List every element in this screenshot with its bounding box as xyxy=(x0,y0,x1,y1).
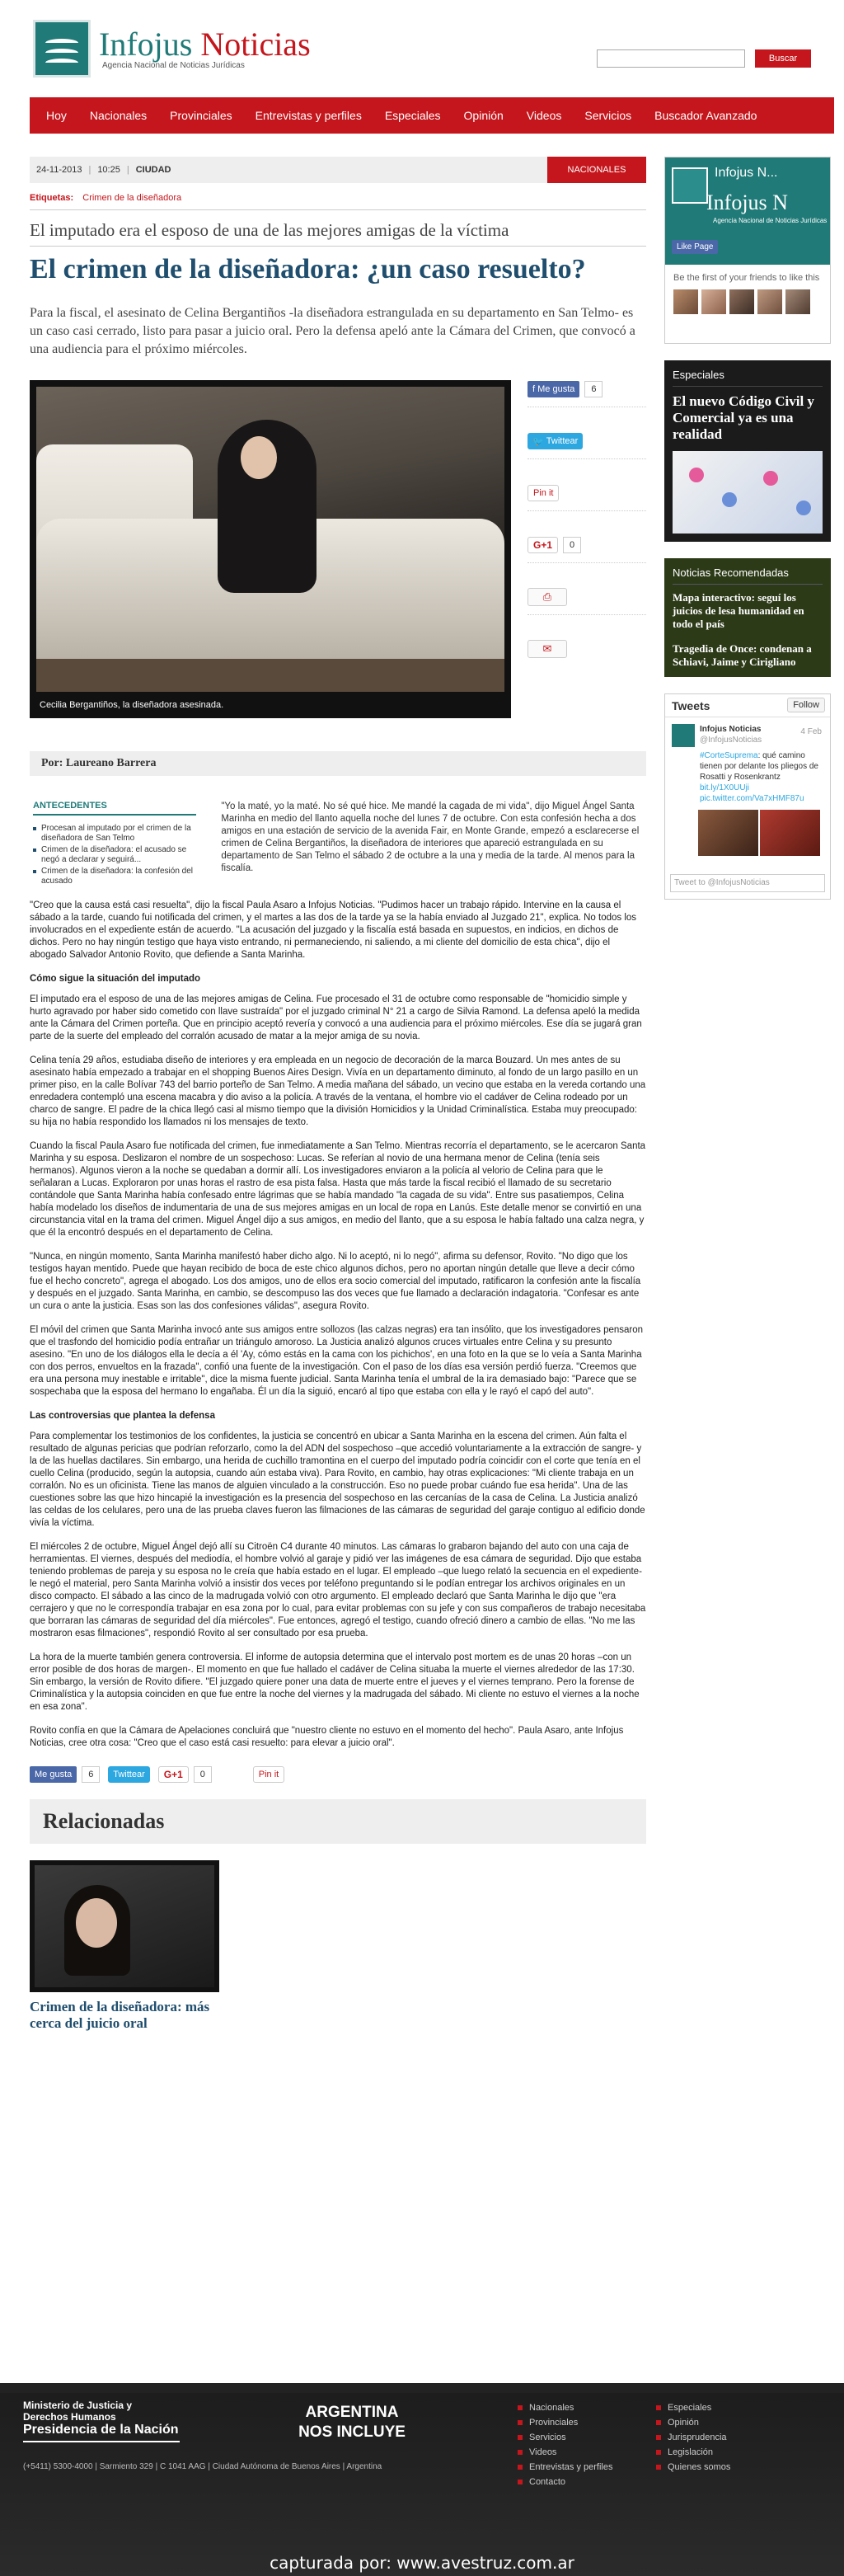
especiales-title: Especiales xyxy=(673,369,823,387)
bottom-share xyxy=(30,1766,646,1783)
footer-link[interactable]: Especiales xyxy=(656,2403,730,2413)
recomendada-link[interactable]: Tragedia de Once: condenan a Schiavi, Jaime y Cirigliano xyxy=(673,642,812,668)
fb-friends-text: Be the first of your friends to like this xyxy=(673,273,820,283)
nav-item-nacionales[interactable]: Nacionales xyxy=(89,109,148,122)
presidencia-text: Presidencia de la Nación xyxy=(23,2423,180,2442)
site-footer xyxy=(0,2383,844,2576)
tweets-title: Tweets xyxy=(665,694,830,717)
footer-link[interactable]: Quienes somos xyxy=(656,2462,730,2472)
tweet-hashtag[interactable]: #CorteSuprema xyxy=(700,751,758,760)
ministerio-logo[interactable] xyxy=(23,2400,180,2442)
nav-item-videos[interactable]: Videos xyxy=(526,109,562,122)
nav-item-buscador[interactable]: Buscador Avanzado xyxy=(654,109,757,122)
page xyxy=(10,0,834,2031)
print-icon[interactable]: ⎙ xyxy=(528,588,567,606)
facebook-like-button[interactable] xyxy=(528,381,579,397)
article-paragraph: El móvil del crimen que Santa Marinha invocó ante sus amigos entre sollozos (las calzas negras) era tan insólito, que los investigadores pensaron que el trasfondo del homicidio podía entrañar un triángulo amoroso. La Justicia analizó algunos cruces virtuales entre Celina y su presunto asesino. "En uno de los diálogos ella le decía a él 'Ay, cómo estás en la cama con los pichichos', en una foto en la que se lo veía a Santa Marinha con dos perros, envueltos en la frazada", confió una fuente de la investigación. Con el paso de los días esa versión perdió fuerza. "Creemos que era una persona muy inestable e irritable", dice la misma fuente judicial. Santa Marinha tenía el umbral de la ira demasiado bajo: "Parece que se sospechaba que la esposa del hermano lo engañaba. Él un día la siguió, encaró al tipo que estaba con ella y le rayó el capó del auto". xyxy=(30,1325,644,1397)
tweet-author[interactable]: Infojus Noticias xyxy=(700,725,762,734)
nav-item-provinciales[interactable]: Provinciales xyxy=(170,109,232,122)
article-paragraph: Cuando la fiscal Paula Asaro fue notificada del crimen, fue inmediatamente a San Telmo. Mientras recorría el departamento, se le acercaron Santa Marinha y su esposa. Deslizaron el nombre de un sospechoso: Lucas. Se referían al novio de una hermana menor de Celina (tenía seis hermanos). Algunos vieron a la noche se quedaban a dormir allí. Los investigadores enviaron a la policía al velorio de Celina para que le señalaran a Lucas. Exploraron por unas horas el rastro de esa pista falsa. Hasta que más tarde la fiscal recibió el llamado de su secretario contándole que Santa Marinha había confesado entre lágrimas que se había mandado "la cagada de su vida". Entre sus pasatiempos, Celina había modelado los diseños de indumentaria de una de sus mejores amigas en un local de ropa en Lanús. Este detalle menor se convirtió en una circunstancia vital en la trama del crimen. Miguel Ángel dijo a sus amigos, en medio del llanto, que a su esposa le había faltado una calza negra, y que él la encontró después en el departamento de Celina. xyxy=(30,1141,646,1238)
google-plus-button-bottom[interactable]: G+1 xyxy=(158,1766,189,1783)
recomendada-link[interactable]: Mapa interactivo: seguí los juicios de lesa humanidad en todo el país xyxy=(673,591,804,630)
search-button[interactable]: Buscar xyxy=(755,49,811,68)
footer-link[interactable]: Nacionales xyxy=(518,2403,612,2413)
tweet-time: 4 Feb xyxy=(800,727,822,736)
article-date: 24-11-2013 xyxy=(36,165,82,175)
footer-link[interactable]: Entrevistas y perfiles xyxy=(518,2462,612,2472)
search-form xyxy=(597,49,811,68)
nav-item-especiales[interactable]: Especiales xyxy=(384,109,441,122)
pinterest-button[interactable]: Pin it xyxy=(528,485,559,501)
facebook-count-bottom: 6 xyxy=(82,1766,100,1783)
fb-like-page-button[interactable]: Like Page xyxy=(672,240,718,254)
footer-link[interactable]: Provinciales xyxy=(518,2418,612,2428)
main-column xyxy=(30,157,646,2032)
article-paragraph: "Creo que la causa está casi resuelta", dijo la fiscal Paula Asaro a Infojus Noticias. "Pudimos hacer un trabajo rápido. Intervine en la causa el sábado a la tarde, cuando fui notificada del crimen, y el martes a las dos de la tarde ya se la había enviado al Juzgado 21", explica. No todos los involucrados en el expediente están de acuerdo. "La acusación del juzgado y la fiscalía está basada en supuestos, en indicios, en dichos de dichos. Pero no hay ningún testigo que haya visto entrando, ni permaneciendo, ni saliendo, a mi cliente del domicilio de esta chica", dijo el abogado Salvador Antonio Rovito, que defiende a Santa Marinha. xyxy=(30,900,637,960)
main-nav xyxy=(30,97,834,134)
antecedentes-box xyxy=(33,801,196,888)
footer-link[interactable]: Contacto xyxy=(518,2477,612,2487)
sidebar xyxy=(664,157,831,900)
tweet-handle: @InfojusNoticias xyxy=(700,736,762,745)
capture-watermark: capturada por: www.avestruz.com.ar xyxy=(270,2553,574,2573)
article-lead: Para la fiscal, el asesinato de Celina Bergantiños -la diseñadora estrangulada en su departamento en San Telmo- es un caso casi cerrado, listo para pasar a juicio oral. Pero la defensa apeló ante la Cámara del Crimen, que convocó a una audiencia para el próximo miércoles. xyxy=(30,306,635,356)
fb-page-title[interactable]: Infojus N... xyxy=(715,166,778,180)
article-paragraph: Rovito confía en que la Cámara de Apelaciones concluirá que "nuestro cliente no estuvo en el momento del hecho". Paula Asaro, ante Infojus Noticias, cree otra cosa: "Creo que el caso está casi resuelto: para elevar a juicio oral". xyxy=(30,1726,624,1748)
media-row xyxy=(30,380,646,718)
related-header: Relacionadas xyxy=(30,1799,646,1844)
twitter-icon: 🐦 xyxy=(532,436,546,447)
footer-address: (+5411) 5300-4000 | Sarmiento 329 | C 1041 AAG | Ciudad Autónoma de Buenos Aires | Argentina xyxy=(23,2462,382,2471)
search-input[interactable] xyxy=(597,49,745,68)
especiales-image[interactable] xyxy=(673,451,823,534)
recomendadas-title: Noticias Recomendadas xyxy=(673,566,823,585)
footer-link[interactable]: Videos xyxy=(518,2447,612,2457)
fb-cover-sub: Agencia Nacional de Noticias Jurídicas xyxy=(713,217,828,224)
antecedente-link[interactable]: Crimen de la diseñadora: la confesión del acusado xyxy=(33,867,196,886)
article-paragraph: El miércoles 2 de octubre, Miguel Ángel dejó allí su Citroën C4 durante 40 minutos. Las cámaras lo grabaron bajando del auto con una caja de herramientas. El viernes, después del mediodía, el hombre volvió al garaje y pidió ver las imágenes de esa cámara de seguridad. Dijo que estaba teniendo problemas de pareja y su esposa no le creía que había estado en el lugar. El empleado –que luego relató la secuencia en el expediente- le negó el material, pero Santa Marinha volvió a insistir dos veces por teléfono preguntando si le podían entregar los archivos originales en un disco compacto. El sábado a las cinco de la madrugada volvió con otro argumento. El empleado declaró que Santa Marinha le dijo que "era cerrajero y que no le correspondía trabajar en esa zona por lo cual, para evitar problemas con su jefe y con sus compañeros de trabajo necesitaba que borraran las cámaras de seguridad del día miércoles". Fue entonces, agregó el testigo, cuando ofreció dinero a cambio de ellas. "No me las mostraron esas filmaciones", respondió Rovito al ser consultado por esa prueba. xyxy=(30,1542,646,1638)
tags-label: Etiquetas: xyxy=(30,193,74,203)
logo-title-b: Noticias xyxy=(200,25,311,63)
site-logo[interactable] xyxy=(33,20,311,78)
article-quote: "Yo la maté, yo la maté. No sé qué hice. Me mandé la cagada de mi vida", dijo Miguel Ángel Santa Marinha en medio del llanto aquella noche del lunes 7 de octubre. Con esta confesión hecha a dos amigos en una estación de servicio de la avenida Fair, en Monte Grande, empezó a esclarecerse el crimen de Celina Bergantiños, la diseñadora de interiores que apareció estrangulada en su departamento de San Telmo el sábado 2 de octubre a la una y media de la tarde. Al menos para la fiscalía. xyxy=(221,801,640,873)
fb-cover-title: Infojus N xyxy=(706,190,788,214)
antecedentes-title: ANTECEDENTES xyxy=(33,801,196,816)
tweet-button-bottom[interactable]: Twittear xyxy=(108,1766,150,1783)
nav-item-servicios[interactable]: Servicios xyxy=(584,109,632,122)
tweet-text: : qué camino tienen por delante los pliegos de Rosatti y Rosenkrantz xyxy=(700,751,818,782)
article-kicker: El imputado era el esposo de una de las mejores amigas de la víctima xyxy=(30,220,509,240)
tweet-link[interactable]: bit.ly/1X0UUji pic.twitter.com/Va7xHMF87u xyxy=(700,783,804,803)
mail-icon[interactable]: ✉ xyxy=(528,640,567,658)
logo-subtitle: Agencia Nacional de Noticias Jurídicas xyxy=(102,60,245,70)
facebook-icon: f xyxy=(532,384,538,394)
antecedente-link[interactable]: Crimen de la diseñadora: el acusado se negó a declarar y seguirá... xyxy=(33,845,196,865)
footer-link[interactable]: Jurisprudencia xyxy=(656,2433,730,2442)
site-header xyxy=(10,0,834,91)
article-paragraph: El imputado era el esposo de una de las mejores amigas de Celina. Fue procesado el 31 de octubre como responsable de "homicidio simple y hurto agravado por haber sido cometido con llave sustraída" por el juzgado criminal N° 21 a cargo de Silvia Ramond. La defensa apeló la medida ante la Cámara del Crimen porteña. Que en principio aceptó revería y convocó a una audiencia para el próximo miércoles. Ese día se jugará gran parte de la suerte del empleado del corralón acusado de matar a la mejor amiga de su novia. xyxy=(30,994,642,1041)
facebook-widget xyxy=(664,157,831,344)
facebook-count: 6 xyxy=(584,381,603,397)
twitter-follow-button[interactable]: Follow xyxy=(787,698,825,712)
photo-caption: Cecilia Bergantiños, la diseñadora asesinada. xyxy=(40,700,224,710)
logo-icon xyxy=(33,20,91,78)
article-photo xyxy=(30,380,511,718)
byline: Por: Laureano Barrera xyxy=(30,751,646,776)
related-link[interactable]: Crimen de la diseñadora: más cerca del juicio oral xyxy=(30,1999,210,2031)
especiales-headline[interactable]: El nuevo Código Civil y Comercial ya es una realidad xyxy=(673,393,814,442)
tweet-image[interactable] xyxy=(698,810,822,856)
nav-item-opinion[interactable]: Opinión xyxy=(463,109,504,122)
facebook-like-label: Me gusta xyxy=(537,384,575,394)
page-avatar xyxy=(672,167,708,204)
google-plus-count: 0 xyxy=(563,537,581,553)
recomendadas-box xyxy=(664,558,831,677)
pinterest-button-bottom[interactable]: Pin it xyxy=(253,1766,284,1783)
tweet-compose-input[interactable]: Tweet to @InfojusNoticias xyxy=(670,874,825,892)
article-subhead: Cómo sigue la situación del imputado xyxy=(30,974,201,984)
tag-link[interactable]: Crimen de la diseñadora xyxy=(82,193,182,203)
tweet-label: Twittear xyxy=(546,436,579,446)
article-subhead: Las controversias que plantea la defensa xyxy=(30,1411,215,1421)
nav-item-hoy[interactable]: Hoy xyxy=(46,109,67,122)
antecedente-link[interactable]: Procesan al imputado por el crimen de la diseñadora de San Telmo xyxy=(33,824,196,844)
article-paragraph: Celina tenía 29 años, estudiaba diseño de interiores y era empleada en un negocio de decoración de la marca Bouzard. Un mes antes de su asesinato había empezado a trabajar en el shopping Buenos Aires Design. Vivía en un departamento diminuto, al fondo de un largo pasillo en un primer piso, en la calle Bolívar 743 del barrio porteño de San Telmo. A media mañana del sábado, un vecino que estaba en la vereda cortando una enredadera contempló una escena macabra y dio aviso a la policía. A través de la ventana, el hombre vio el cadáver de Celina rodeado por un charco de sangre. El padre de la chica llegó casi al mismo tiempo que la división Homicidios y la Unidad Criminalística. Estaba muy preocupado: su hija no había respondido los llamados ni los mensajes de texto. xyxy=(30,1055,646,1127)
footer-link[interactable]: Servicios xyxy=(518,2433,612,2442)
tags xyxy=(30,193,646,203)
body-area xyxy=(30,801,646,888)
article-title: El crimen de la diseñadora: ¿un caso resuelto? xyxy=(30,254,586,284)
google-plus-count-bottom: 0 xyxy=(194,1766,212,1783)
tweet-avatar[interactable] xyxy=(672,724,695,747)
article-time: 10:25 xyxy=(97,165,120,175)
tweet-button[interactable] xyxy=(528,433,583,449)
article-place: CIUDAD xyxy=(135,165,171,175)
footer-link[interactable]: Legislación xyxy=(656,2447,730,2457)
footer-link[interactable]: Opinión xyxy=(656,2418,730,2428)
friend-avatars xyxy=(673,289,822,314)
nav-item-entrevistas[interactable]: Entrevistas y perfiles xyxy=(255,109,362,122)
dateline: 24-11-2013 | 10:25 | CIUDAD NACIONALES xyxy=(30,157,646,183)
section-badge[interactable]: NACIONALES xyxy=(547,157,646,183)
footer-links-2 xyxy=(656,2403,730,2477)
google-plus-button[interactable]: G+1 xyxy=(528,537,558,553)
ministerio-text: Ministerio de Justicia y Derechos Humanos xyxy=(23,2400,133,2423)
article-body xyxy=(30,900,646,1750)
article-paragraph: "Nunca, en ningún momento, Santa Marinha manifestó haber dicho algo. Ni lo aceptó, ni lo negó", afirma su defensor, Rovito. "No digo que los testigos hayan mentido. Puede que hayan recibido de boca de este chico algunos dichos, pero no aportan ningún detalle que lleve a decir cómo fue el hecho concreto", agrega el abogado. Los dos amigos, uno de ellos era socio comercial del imputado, ratificaron la confesión ante la fiscalía y después en el juzgado. Santa Marinha, en cambio, se descompuso las dos veces que fue llamado a declaración indagatoria. "Confesar es ante un cura o ante la justicia. Esas son las dos confesiones válidas", asegura Rovito. xyxy=(30,1252,641,1311)
related-thumbnail[interactable] xyxy=(30,1860,219,1992)
twitter-widget xyxy=(664,693,831,900)
article-paragraph: Para complementar los testimonios de los confidentes, la justicia se concentró en ubicar a Santa Marinha en la escena del crimen. Aún falta el resultado de algunas pericias que podrían reforzarlo, como la del ADN del sospechoso –que accedió voluntariamente a la extracción de sangre- y la de las huellas dactilares. Sin embargo, una herida de cuchillo tramontina en el cuerpo del imputado podría coincidir con el corte que tenía en el cuello Celina (producido, según la autopsia, cuando aún estaba viva). Para Rovito, en cambio, hay otras explicaciones: "Mi cliente trabaja en un corralón. No es un oficinista. Tiene las manos de alguien vinculado a la construcción. Eso no puede probar cuándo fue esa herida". Una de las cuestiones sobre las que hizo hincapié la investigación es la presencia del sospechoso en las cercanías de la casa de Celina. La Justicia analizó las celdas de los celulares, pero una de las prueba claves fueron las filmaciones de las cámaras de seguridad del garaje contiguo al edificio donde vivía la víctima. xyxy=(30,1431,645,1528)
footer-links-1 xyxy=(518,2403,612,2492)
facebook-like-button-bottom[interactable]: Me gusta xyxy=(30,1766,77,1783)
article-paragraph: La hora de la muerte también genera controversia. El informe de autopsia determina que el intervalo post mortem es de unas 20 horas –con un error posible de dos horas de margen-. El momento en que fue hallado el cadáver de Celina situaba la muerte el viernes alrededor de las 17:30. Sin embargo, la versión de Rovito difiere. "El juzgado quiere poner una data de muerte entre el jueves y el viernes temprano. Pero la forense de Criminalística y la autopsia coinciden en que fue entre la noche del viernes y la madrugada del sábado. Mi cliente no estuvo el viernes a la noche en esa zona". xyxy=(30,1652,640,1712)
argentina-nos-incluye: ARGENTINA NOS INCLUYE xyxy=(298,2404,406,2441)
logo-title-a: Infojus xyxy=(99,25,193,63)
especiales-box xyxy=(664,360,831,542)
share-column xyxy=(528,380,646,718)
